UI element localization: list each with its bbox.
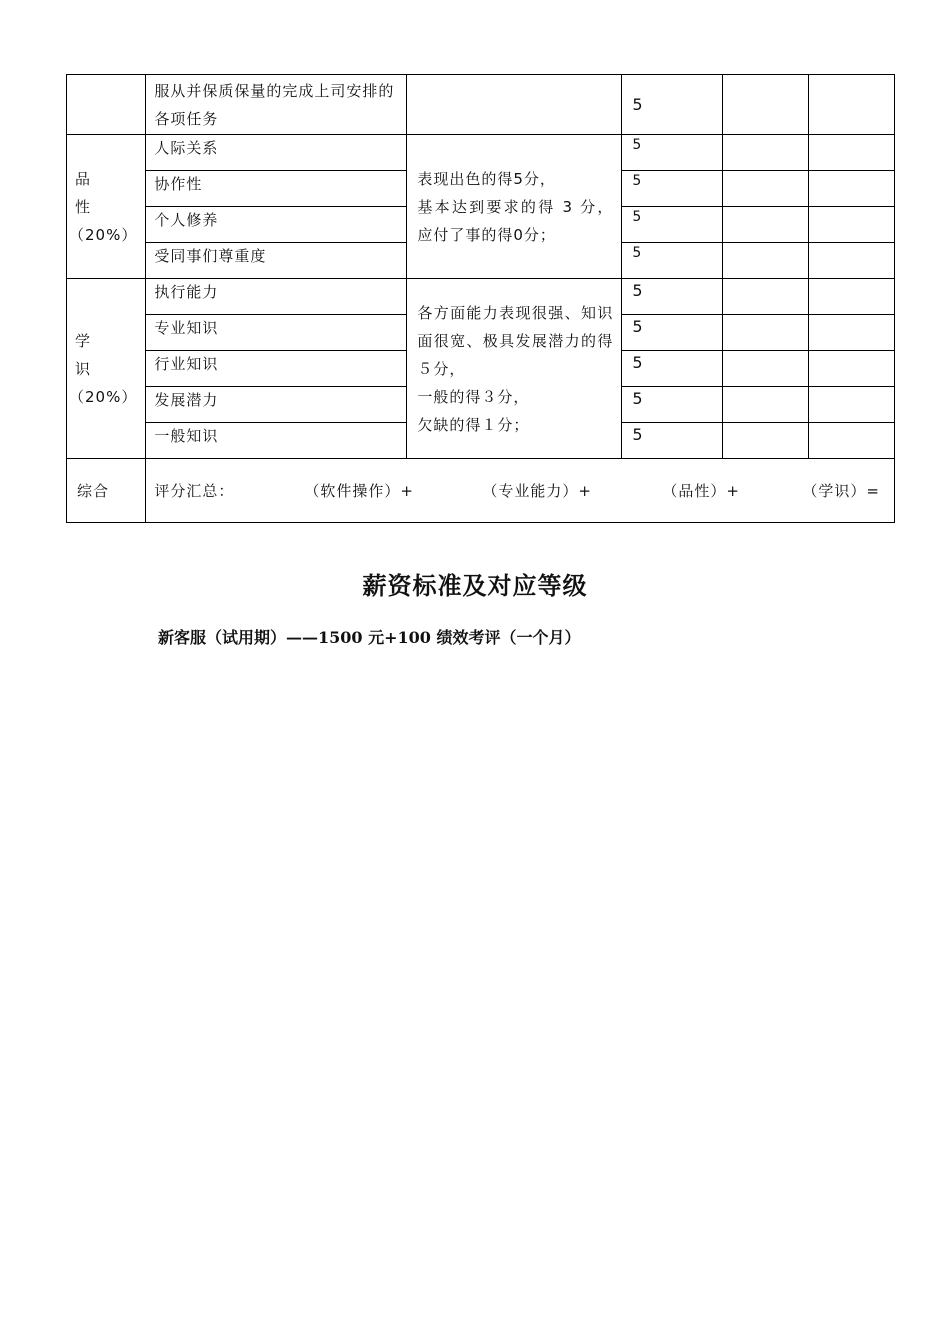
summary-category: 综合 [67, 459, 146, 523]
empty-cell [809, 423, 895, 459]
category-char: 学 [75, 331, 92, 350]
score-cell: 5 [622, 243, 723, 279]
item-cell: 人际关系 [146, 135, 407, 171]
category-xueshi [67, 279, 146, 459]
empty-cell [809, 387, 895, 423]
empty-cell [723, 315, 809, 351]
criteria-line: 表现出色的得5分， [417, 169, 556, 188]
criteria-line: 欠缺的得１分； [417, 415, 530, 434]
score-cell: 5 [622, 207, 723, 243]
item-cell: 执行能力 [146, 279, 407, 315]
salary-line: 新客服（试用期）——1500 元+100 绩效考评（一个月） [158, 628, 581, 647]
empty-cell [723, 423, 809, 459]
score-cell: 5 [622, 171, 723, 207]
page-title: 薪资标准及对应等级 [362, 571, 588, 600]
criteria-line: 应付了事的得0分； [417, 225, 556, 244]
criteria-line: 基本达到要求的得 3 分， [417, 197, 614, 216]
empty-cell [723, 207, 809, 243]
criteria-line: 各方面能力表现很强、知识面很宽、极具发展潜力的得５分， [417, 303, 614, 378]
empty-cell [809, 243, 895, 279]
empty-cell [809, 207, 895, 243]
category-char: 识 [75, 359, 92, 378]
item-cell: 发展潜力 [146, 387, 407, 423]
empty-cell [809, 351, 895, 387]
criteria-pinxing [407, 135, 622, 279]
empty-cell [723, 243, 809, 279]
summary-software: （软件操作）+ [304, 482, 414, 500]
category-weight: （20%） [69, 387, 138, 406]
category-char: 性 [75, 197, 92, 216]
table-row [67, 279, 895, 315]
empty-cell [723, 351, 809, 387]
empty-cell [723, 387, 809, 423]
score-cell: 5 [622, 279, 723, 315]
empty-cell [723, 279, 809, 315]
score-cell: 5 [622, 351, 723, 387]
table-row [67, 75, 895, 135]
table-row [67, 459, 895, 523]
summary-knowledge: （学识）= [802, 482, 880, 500]
empty-cell [809, 75, 895, 135]
summary-label: 评分汇总： [154, 482, 235, 500]
item-cell: 专业知识 [146, 315, 407, 351]
empty-cell [407, 75, 622, 135]
empty-cell [723, 135, 809, 171]
task-item-cell: 服从并保质保量的完成上司安排的各项任务 [146, 75, 407, 135]
score-cell: 5 [622, 423, 723, 459]
empty-cell [809, 171, 895, 207]
table-row [67, 135, 895, 171]
item-cell: 个人修养 [146, 207, 407, 243]
item-cell: 行业知识 [146, 351, 407, 387]
empty-cell [809, 135, 895, 171]
criteria-line: 一般的得３分， [417, 387, 530, 406]
empty-cell [723, 75, 809, 135]
category-char: 品 [75, 169, 92, 188]
evaluation-table [66, 74, 895, 523]
empty-cell [809, 315, 895, 351]
item-cell: 受同事们尊重度 [146, 243, 407, 279]
score-cell: 5 [622, 315, 723, 351]
summary-professional: （专业能力）+ [482, 482, 592, 500]
score-cell: 5 [622, 75, 723, 135]
score-cell: 5 [622, 387, 723, 423]
score-cell: 5 [622, 135, 723, 171]
empty-cell [67, 75, 146, 135]
summary-cell [146, 459, 895, 523]
summary-character: （品性）+ [662, 482, 740, 500]
criteria-xueshi [407, 279, 622, 459]
item-cell: 一般知识 [146, 423, 407, 459]
item-cell: 协作性 [146, 171, 407, 207]
category-pinxing [67, 135, 146, 279]
empty-cell [809, 279, 895, 315]
empty-cell [723, 171, 809, 207]
category-weight: （20%） [69, 225, 138, 244]
